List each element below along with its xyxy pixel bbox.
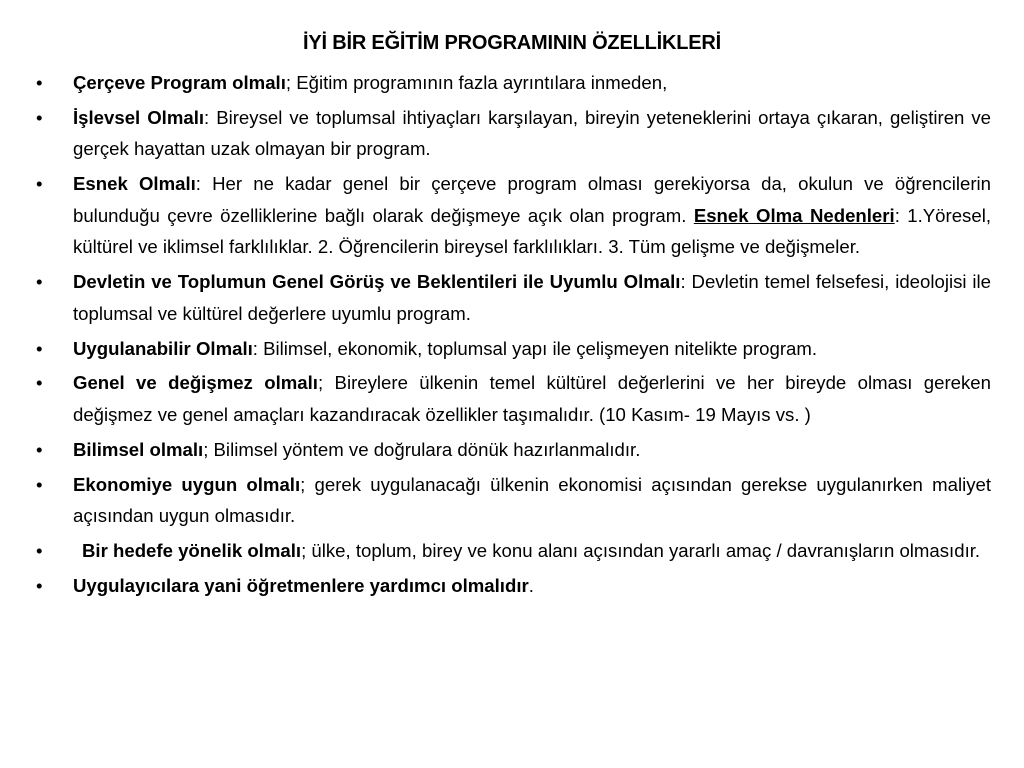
item-text: . <box>528 575 534 597</box>
item-term: İşlevsel Olmalı <box>73 106 205 128</box>
item-text: ; Eğitim programının fazla ayrıntılara inmeden, <box>285 72 668 93</box>
list-item <box>36 570 991 602</box>
list-item <box>36 102 991 165</box>
list-item <box>36 434 991 466</box>
list-item <box>36 266 991 329</box>
slide-title: İYİ BİR EĞİTİM PROGRAMININ ÖZELLİKLERİ <box>303 32 721 54</box>
item-text: ; Bilimsel yöntem ve doğrulara dönük hazırlanmalıdır. <box>203 438 641 460</box>
item-subterm: Esnek Olma Nedenleri <box>693 204 895 226</box>
item-subtext: : 1.Yöresel, kültürel ve iklimsel farklılıklar. 2. Öğrencilerin bireysel farklılıkları. 3. Tüm gelişme ve değişmeler. <box>73 204 991 258</box>
bullet-icon: • <box>36 337 43 359</box>
feature-list <box>36 67 991 605</box>
bullet-icon: • <box>36 575 43 597</box>
item-term: Bilimsel olmalı <box>73 438 204 460</box>
list-item <box>36 333 991 365</box>
item-term: Uygulanabilir Olmalı <box>73 337 253 359</box>
bullet-icon: • <box>36 72 43 93</box>
item-term: Esnek Olmalı <box>73 173 196 195</box>
bullet-icon: • <box>36 106 43 128</box>
list-item <box>36 367 991 430</box>
bullet-icon: • <box>36 438 43 460</box>
item-term: Genel ve değişmez olmalı <box>73 372 318 394</box>
bullet-icon: • <box>36 540 43 562</box>
list-item <box>36 168 991 263</box>
item-term: Uygulayıcılara yani öğretmenlere yardımcı olmalıdır <box>73 575 529 597</box>
item-text: : Her ne kadar genel bir çerçeve program olması gerekiyorsa da, okulun ve öğrencilerin bulunduğu çevre özelliklerine bağlı olarak değişmeye açık olan program. <box>73 173 991 226</box>
item-text: ; gerek uygulanacağı ülkenin ekonomisi açısından gerekse uygulanırken maliyet açısından uygun olmasıdır. <box>73 473 992 527</box>
item-term: Bir hedefe yönelik olmalı <box>82 540 302 562</box>
bullet-icon: • <box>36 473 43 495</box>
bullet-icon: • <box>36 173 43 195</box>
item-text: ; Bireylere ülkenin temel kültürel değerlerini ve her bireyde olması gereken değişmez ve genel amaçları kazandıracak özellikler taşımalıdır. (10 Kasım- 19 Mayıs vs. ) <box>73 372 991 425</box>
bullet-icon: • <box>36 271 43 293</box>
item-term: Devletin ve Toplumun Genel Görüş ve Beklentileri ile Uyumlu Olmalı <box>73 271 681 293</box>
item-text: : Bireysel ve toplumsal ihtiyaçları karşılayan, bireyin yeteneklerini ortaya çıkaran, geliştiren ve gerçek hayattan uzak olmayan bir program. <box>73 106 992 160</box>
bullet-icon: • <box>36 372 43 394</box>
item-text: : Bilimsel, ekonomik, toplumsal yapı ile çelişmeyen nitelikte program. <box>252 337 818 359</box>
list-item <box>36 469 991 532</box>
item-term: Çerçeve Program olmalı <box>73 72 286 93</box>
item-text: : Devletin temel felsefesi, ideolojisi ile toplumsal ve kültürel değerlere uyumlu program. <box>73 271 991 324</box>
list-item <box>36 67 991 99</box>
list-item <box>36 535 991 567</box>
item-term: Ekonomiye uygun olmalı <box>73 473 301 495</box>
item-text: ; ülke, toplum, birey ve konu alanı açısından yararlı amaç / davranışların olmasıdır. <box>301 540 981 562</box>
